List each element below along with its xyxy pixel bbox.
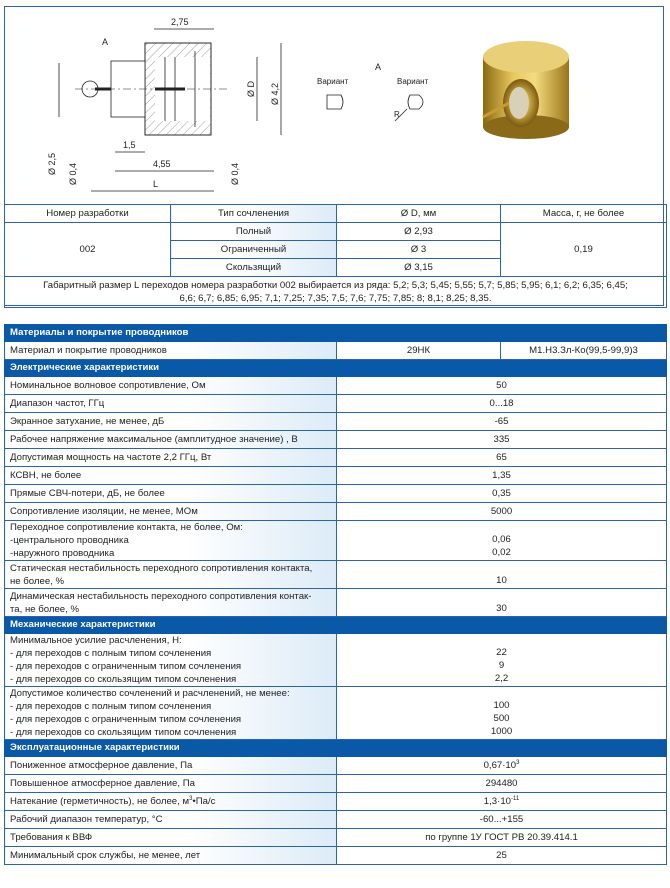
- value-line: 2,2: [494, 673, 509, 684]
- spec-label-leak: [5, 793, 337, 811]
- section-materials: Материалы и покрытие проводников: [5, 325, 667, 342]
- spec-value: 30: [337, 589, 667, 617]
- spec-value: 294480: [337, 775, 667, 793]
- value-line: 9: [498, 660, 505, 671]
- spec-label: Пониженное атмосферное давление, Па: [5, 757, 337, 775]
- value-line: 100: [493, 700, 510, 711]
- spec-label-contact: [5, 521, 337, 561]
- variant-1-label: Вариант: [317, 77, 349, 86]
- spec-label: КСВН, не более: [5, 467, 337, 485]
- mass-cell: 0,19: [501, 223, 667, 277]
- spec-label-force: [5, 634, 337, 687]
- d-cell: Ø 3,15: [337, 259, 501, 277]
- spec-value: -65: [337, 413, 667, 431]
- spec-label: Сопротивление изоляции, не менее, МОм: [5, 503, 337, 521]
- type-cell: Ограниченный: [171, 241, 337, 259]
- dim-0-4-right: Ø 0,4: [230, 162, 240, 185]
- spec-value: 5000: [337, 503, 667, 521]
- radius-label: R: [394, 110, 400, 119]
- header-d: Ø D, мм: [337, 205, 501, 223]
- technical-drawing: [5, 7, 665, 205]
- dim-1-5: 1,5: [123, 140, 136, 150]
- label-line: Допустимое количество сочленений и расчленений, не менее:: [10, 688, 290, 699]
- label-exponent: 3: [189, 795, 193, 802]
- connector-photo: [483, 41, 569, 139]
- spec-value: 29НК: [337, 342, 501, 360]
- label-line: - для переходов с полным типом сочленения: [10, 648, 212, 659]
- spec-value: 335: [337, 431, 667, 449]
- spec-label-cycles: [5, 687, 337, 740]
- spec-value-cycles: [337, 687, 667, 740]
- header-number: Номер разработки: [5, 205, 171, 223]
- detail-a-label: A: [375, 62, 382, 72]
- spec-value: 0...18: [337, 395, 667, 413]
- label-line: та, не более, %: [10, 603, 80, 615]
- specs-table: [4, 324, 667, 865]
- spec-value: 50: [337, 377, 667, 395]
- note-line-2: 6,6; 6,7; 6,85; 6,95; 7,1; 7,25; 7,35; 7,5; 7,6; 7,75; 7,85; 8; 8,1; 8,25; 8,35.: [179, 293, 492, 304]
- label-line: -центрального проводника: [10, 535, 129, 546]
- spec-label: Требования к ВВФ: [5, 829, 337, 847]
- value-line: 0,06: [492, 534, 511, 545]
- spec-label-static: [5, 561, 337, 589]
- spec-value: 25: [337, 847, 667, 865]
- label-line: - для переходов с ограниченным типом сочленения: [10, 714, 242, 725]
- value-line: 0,02: [492, 547, 511, 558]
- d-cell: Ø 3: [337, 241, 501, 259]
- spec-value: М1.Н3.Зл-Ко(99,5-99,9)3: [501, 342, 667, 360]
- spec-label: Экранное затухание, не менее, дБ: [5, 413, 337, 431]
- spec-label: Рабочий диапазон температур, °С: [5, 811, 337, 829]
- spec-value: 1,35: [337, 467, 667, 485]
- label-line: Статическая нестабильность переходного сопротивления контакта,: [10, 562, 313, 574]
- header-mass: Масса, г, не более: [501, 205, 667, 223]
- label-line: Минимальное усилие расчленения, Н:: [10, 635, 182, 646]
- note-line-1: Габаритный размер L переходов номера разработки 002 выбирается из ряда: 5,2; 5,3; 5,45; 5,55; 5,7; 5,85; 5,95; 6,1; 6,2; 6,35; 6,45;: [43, 280, 628, 291]
- dim-4-2: Ø 4,2: [270, 82, 280, 105]
- spec-value: по группе 1У ГОСТ РВ 20.39.414.1: [337, 829, 667, 847]
- length-note: [5, 277, 667, 308]
- value-exponent: -11: [510, 795, 520, 802]
- spec-value: 0,35: [337, 485, 667, 503]
- spec-label: Прямые СВЧ-потери, дБ, не более: [5, 485, 337, 503]
- section-electrical: Электрические характеристики: [5, 360, 667, 377]
- label-line: -наружного проводника: [10, 548, 115, 559]
- label-line: Динамическая нестабильность переходного сопротивления контак-: [10, 590, 312, 602]
- value-base: 1,3·10: [483, 795, 511, 807]
- spec-value-leak: [337, 793, 667, 811]
- label-line: не более, %: [10, 575, 65, 587]
- spec-label: Допустимая мощность на частоте 2,2 ГГц, Вт: [5, 449, 337, 467]
- product-table: [4, 204, 667, 308]
- value-line: 500: [493, 713, 510, 724]
- spec-label-dynamic: [5, 589, 337, 617]
- label-tail: •Па/с: [192, 795, 216, 807]
- spec-value-low-pressure: [337, 757, 667, 775]
- type-cell: Полный: [171, 223, 337, 241]
- section-operational: Эксплуатационные характеристики: [5, 740, 667, 757]
- spec-label-life: Минимальный срок службы, не менее, лет: [5, 847, 337, 865]
- label-line: - для переходов с ограниченным типом сочленения: [10, 661, 242, 672]
- value-line: 1000: [490, 726, 513, 737]
- dim-l: L: [153, 179, 159, 189]
- section-mechanical: Механические характеристики: [5, 617, 667, 634]
- label-line: - для переходов с полным типом сочленения: [10, 701, 212, 712]
- value-line: 22: [496, 647, 507, 658]
- dim-0-4-left: Ø 0,4: [68, 162, 78, 185]
- value-base: 0,67·10: [483, 759, 517, 771]
- number-cell: 002: [5, 223, 171, 277]
- dim-2-5: Ø 2,5: [47, 152, 57, 175]
- spec-label: Номинальное волновое сопротивление, Ом: [5, 377, 337, 395]
- spec-label: Материал и покрытие проводников: [5, 342, 337, 360]
- spec-value: 65: [337, 449, 667, 467]
- spec-value-contact: [337, 521, 667, 561]
- d-cell: Ø 2,93: [337, 223, 501, 241]
- label-line: - для переходов со скользящим типом сочленения: [10, 674, 237, 685]
- spec-value-force: [337, 634, 667, 687]
- spec-value: 10: [337, 561, 667, 589]
- dim-2-75: 2,75: [171, 17, 189, 27]
- label-line: - для переходов со скользящим типом сочленения: [10, 727, 237, 738]
- spec-label: Диапазон частот, ГГц: [5, 395, 337, 413]
- spec-label: Повышенное атмосферное давление, Па: [5, 775, 337, 793]
- label-a: A: [102, 37, 109, 47]
- header-type: Тип сочленения: [171, 205, 337, 223]
- dim-4-55: 4,55: [153, 159, 171, 169]
- spec-label: Рабочее напряжение максимальное (амплитудное значение) , В: [5, 431, 337, 449]
- spec-value: -60...+155: [337, 811, 667, 829]
- value-exponent: 3: [516, 759, 520, 766]
- variant-2-label: Вариант: [397, 77, 429, 86]
- label-base: Натекание (герметичность), не более, м: [10, 795, 190, 807]
- dim-d: Ø D: [246, 80, 256, 97]
- type-cell: Скользящий: [171, 259, 337, 277]
- label-line: Переходное сопротивление контакта, не более, Ом:: [10, 522, 243, 533]
